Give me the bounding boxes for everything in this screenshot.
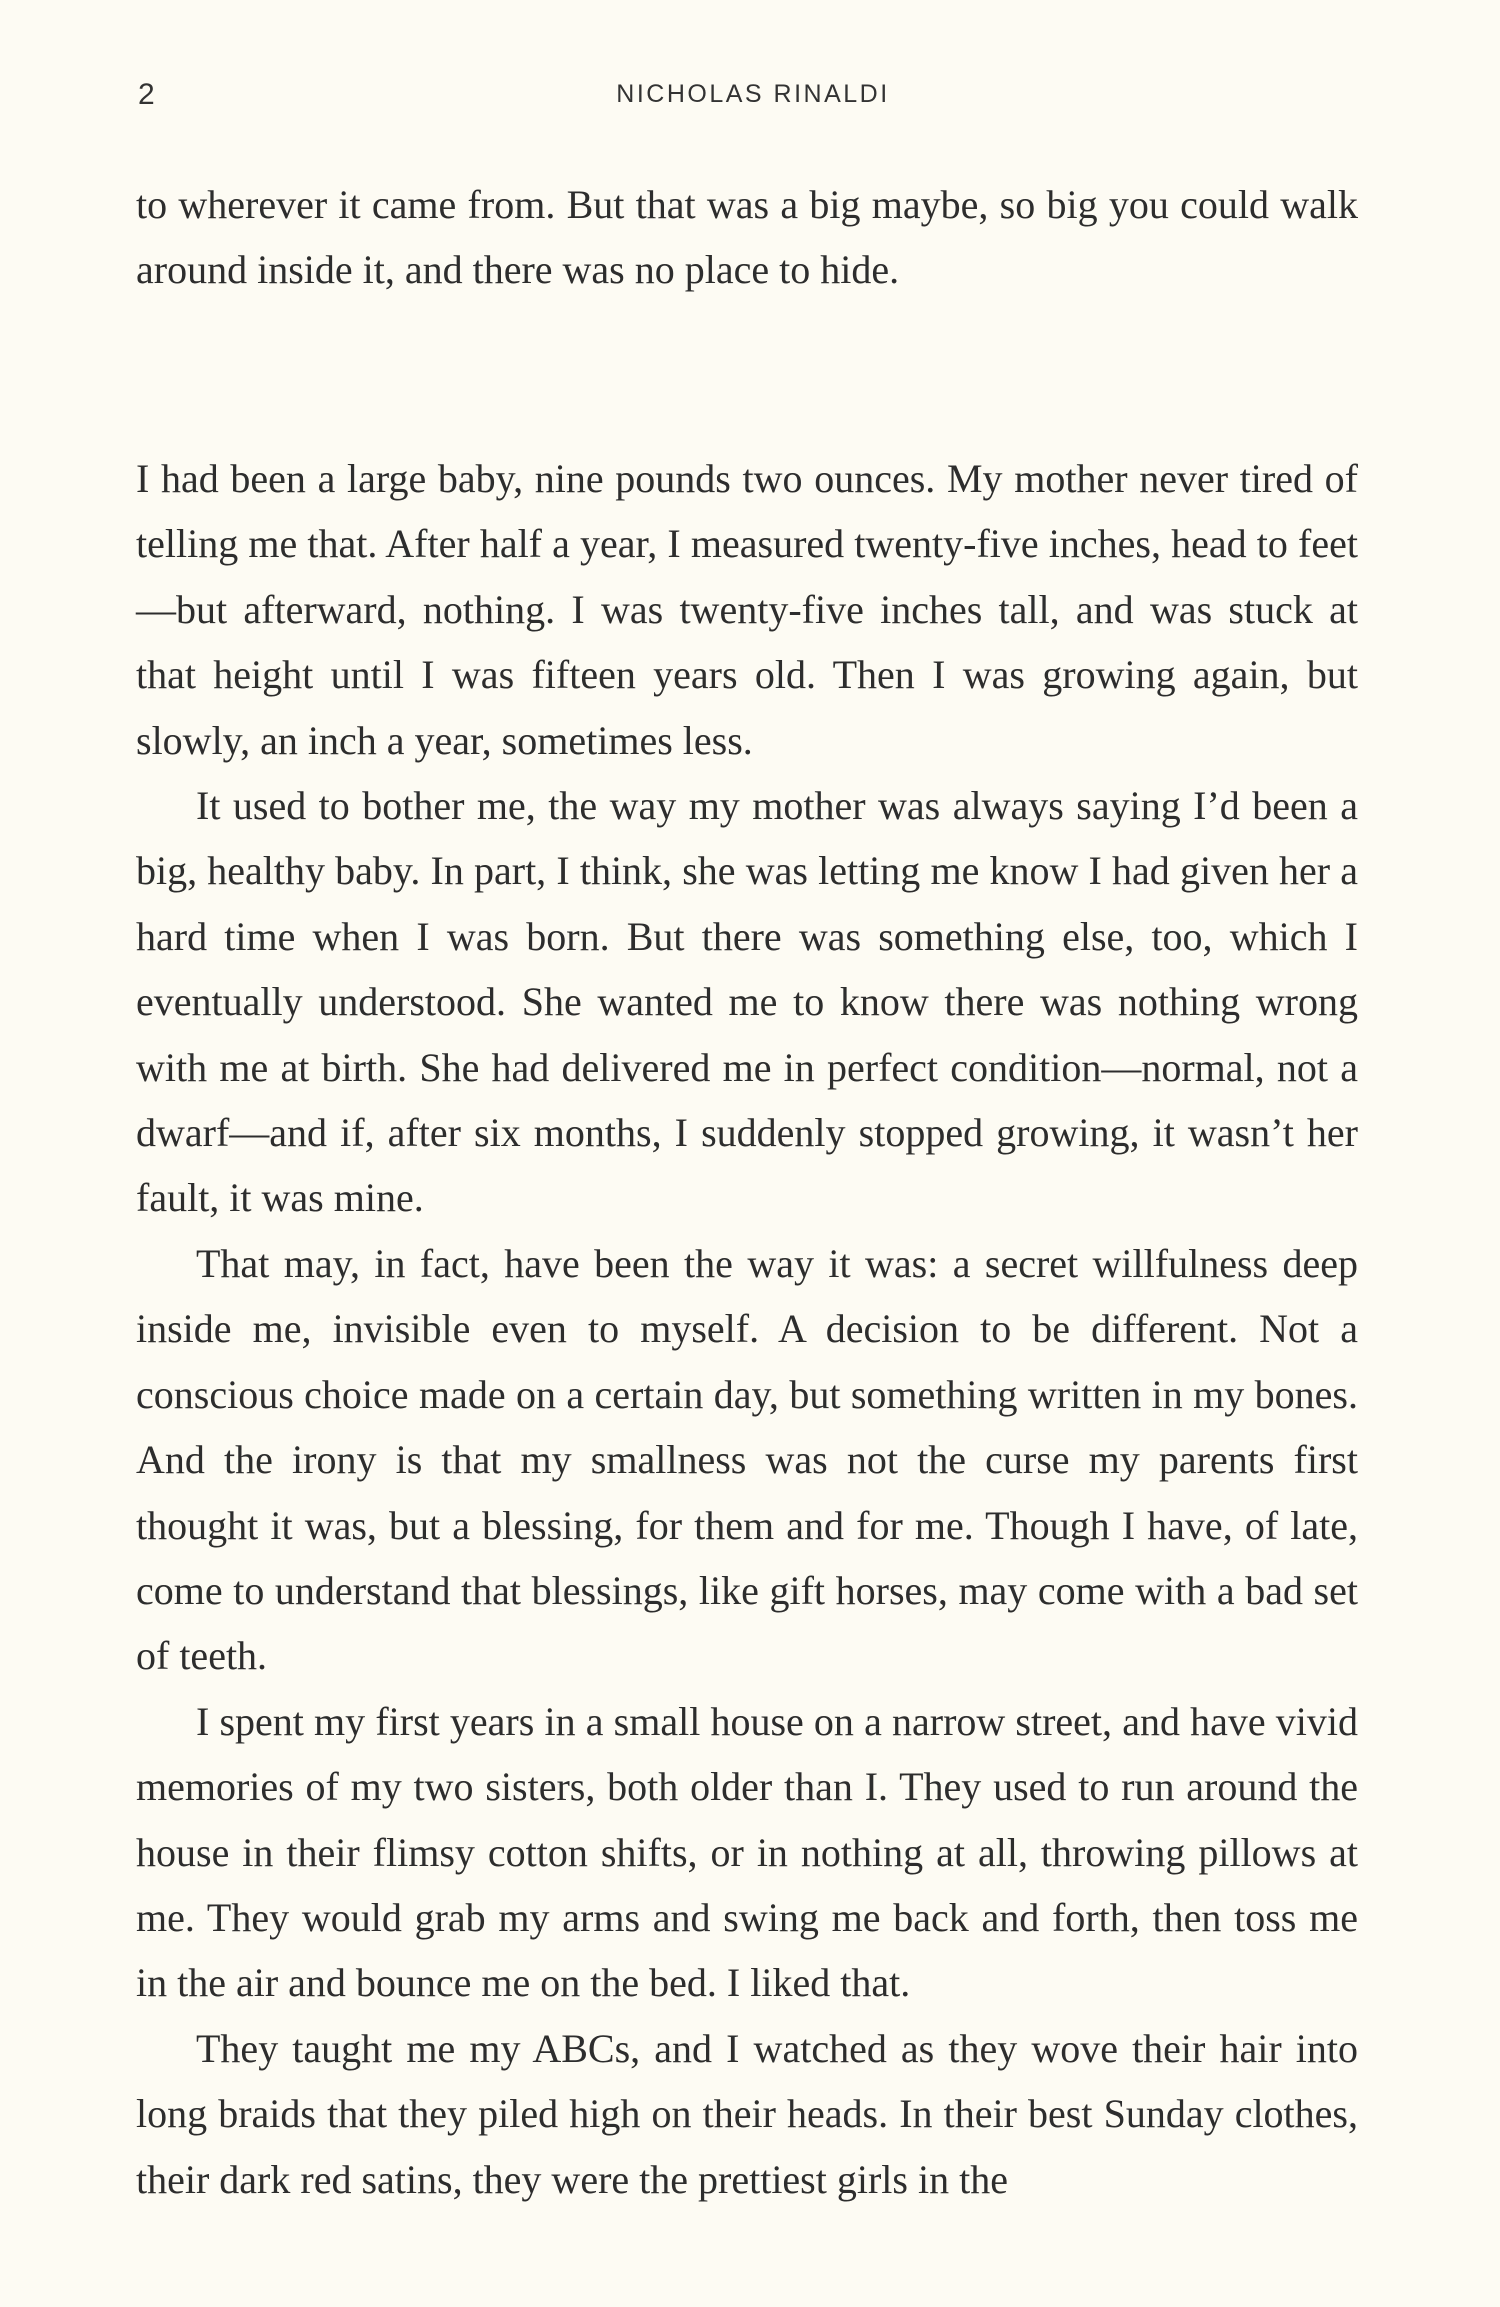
paragraph-5: They taught me my ABCs, and I watched as they wove their hair into long braids that they piled high on their heads. In their best Sunday clothes, their dark red satins, they were the prettiest girls in the — [136, 2025, 1358, 2202]
body-text — [136, 446, 1358, 2212]
paragraph-2: It used to bother me, the way my mother was always saying I’d been a big, healthy baby. In part, I think, she was letting me know I had given her a hard time when I was born. But there was something else, too, which I eventually understood. She wanted me to know there was nothing wrong with me at birth. She had delivered me in perfect condition—normal, not a dwarf—and if, after six months, I suddenly stopped growing, it wasn’t her fault, it was mine. — [136, 783, 1358, 1221]
continuation-text — [136, 172, 1358, 303]
paragraph-3: That may, in fact, have been the way it was: a secret willfulness deep inside me, invisible even to myself. A decision to be different. Not a conscious choice made on a certain day, but something written in my bones. And the irony is that my smallness was not the curse my parents first thought it was, but a blessing, for them and for me. Though I have, of late, come to understand that blessings, like gift horses, may come with a bad set of teeth. — [136, 1240, 1358, 1679]
page-number: 2 — [138, 78, 156, 111]
running-head — [138, 78, 1368, 128]
paragraph-1: I had been a large baby, nine pounds two ounces. My mother never tired of telling me that. After half a year, I measured twenty-five inches, head to feet—but afterward, nothing. I was twenty-five inches tall, and was stuck at that height until I was fifteen years old. Then I was growing again, but slowly, an inch a year, sometimes less. — [136, 456, 1358, 763]
continuation-paragraph: to wherever it came from. But that was a big maybe, so big you could walk around inside it, and there was no place to hide. — [136, 182, 1358, 293]
running-head-author: NICHOLAS RINALDI — [616, 80, 890, 108]
paragraph-4: I spent my first years in a small house on a narrow street, and have vivid memories of my two sisters, both older than I. They used to run around the house in their flimsy cotton shifts, or in nothing at all, throwing pillows at me. They would grab my arms and swing me back and forth, then toss me in the air and bounce me on the bed. I liked that. — [136, 1698, 1358, 2006]
